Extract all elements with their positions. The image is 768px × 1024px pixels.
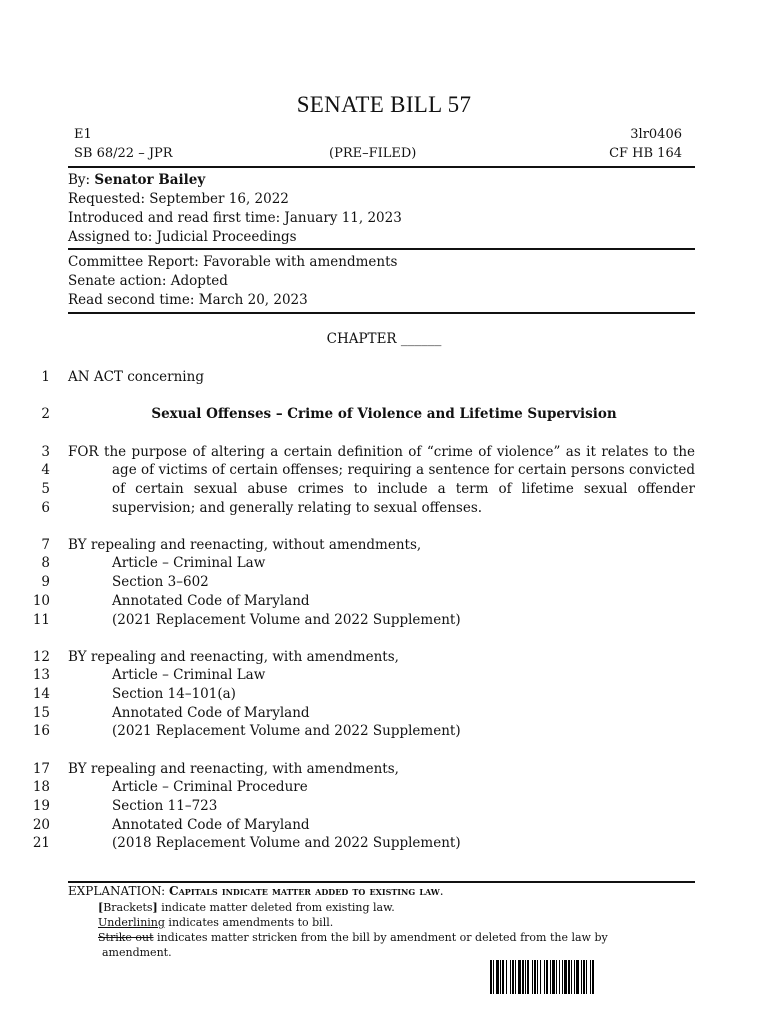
underlining-rest: indicates amendments to bill. (164, 916, 334, 929)
repeal-line: BY repealing and reenacting, with amendments, (68, 761, 399, 777)
prefiled-label: (PRE–FILED) (329, 146, 417, 161)
chapter-label: CHAPTER ______ (326, 331, 442, 347)
barcode-bar (581, 960, 582, 994)
barcode-bar (564, 960, 567, 994)
purpose-line: of certain sexual abuse crimes to include a term of lifetime sexual offender (112, 481, 695, 497)
bracket-open: [ (98, 901, 104, 914)
act-heading: Sexual Offenses – Crime of Violence and Lifetime Supervision (151, 406, 617, 422)
line-number: 2 (41, 406, 50, 422)
volume-line: (2021 Replacement Volume and 2022 Supplement) (112, 723, 461, 739)
barcode-bar (586, 960, 587, 994)
by-label: By: (68, 172, 95, 188)
line-number: 19 (32, 798, 50, 814)
barcode-bar (544, 960, 545, 994)
line-number: 8 (41, 555, 50, 571)
barcode-bar (546, 960, 548, 994)
senate-action: Senate action: Adopted (68, 273, 228, 289)
bracket-close: ] (152, 901, 158, 914)
explanation-line (68, 884, 444, 899)
divider-bottom (68, 312, 695, 314)
barcode-bar (515, 960, 516, 994)
barcode-bar (576, 960, 579, 994)
barcode-bar (559, 960, 560, 994)
line-number: 13 (32, 667, 50, 683)
explanation-period: . (439, 884, 444, 898)
article-line: Article – Criminal Law (112, 555, 266, 571)
barcode-bar (532, 960, 533, 994)
purpose-line: supervision; and generally relating to sexual offenses. (112, 500, 483, 516)
cross-file: CF HB 164 (609, 146, 682, 161)
barcode-bar (583, 960, 585, 994)
barcode-bar (550, 960, 551, 994)
repeal-line: BY repealing and reenacting, without amendments, (68, 537, 422, 553)
underlining-note (98, 915, 333, 930)
line-number: 17 (32, 761, 50, 777)
barcode-bar (592, 960, 594, 994)
underlining-word: Underlining (98, 916, 165, 929)
prior-bill: SB 68/22 – JPR (74, 146, 173, 161)
strike-note (98, 930, 608, 945)
article-line: Article – Criminal Procedure (112, 779, 308, 795)
repeal-line: BY repealing and reenacting, with amendments, (68, 649, 399, 665)
barcode-bar (527, 960, 529, 994)
barcode-bar (493, 960, 494, 994)
explanation-label: EXPLANATION: (68, 884, 170, 898)
sponsor-name: Senator Bailey (94, 172, 206, 188)
sponsor-line (68, 171, 205, 190)
barcode-bar (500, 960, 501, 994)
barcode-bar (552, 960, 555, 994)
section-line: Section 14–101(a) (112, 686, 236, 702)
line-number: 14 (32, 686, 50, 702)
barcode-bar (496, 960, 499, 994)
requested-date: Requested: September 16, 2022 (68, 191, 289, 207)
line-number: 16 (32, 723, 50, 739)
line-number: 6 (41, 500, 50, 516)
barcode-bar (562, 960, 563, 994)
barcode-bar (556, 960, 557, 994)
bill-code-right: 3lr0406 (630, 127, 682, 142)
line-number: 18 (32, 779, 50, 795)
act-line: AN ACT concerning (68, 369, 204, 385)
divider-top (68, 166, 695, 168)
purpose-line: FOR the purpose of altering a certain definition of “crime of violence” as it relates to the (68, 444, 695, 460)
line-number: 9 (41, 574, 50, 590)
code-line: Annotated Code of Maryland (112, 593, 310, 609)
barcode-bar (574, 960, 575, 994)
strike-word: Strike out (98, 931, 154, 944)
line-number: 11 (32, 612, 50, 628)
bill-title: SENATE BILL 57 (296, 92, 472, 117)
barcode-bar (534, 960, 536, 994)
divider-explanation (68, 881, 695, 883)
barcode-bar (571, 960, 572, 994)
barcode-bar (510, 960, 511, 994)
brackets-rest: indicate matter deleted from existing law. (157, 901, 395, 914)
introduced-date: Introduced and read first time: January 11, 2023 (68, 210, 402, 226)
code-line: Annotated Code of Maryland (112, 817, 310, 833)
bill-code-left: E1 (74, 127, 92, 142)
brackets-note (98, 900, 395, 915)
barcode-bar (512, 960, 514, 994)
second-reading: Read second time: March 20, 2023 (68, 292, 308, 308)
section-line: Section 3–602 (112, 574, 209, 590)
code-line: Annotated Code of Maryland (112, 705, 310, 721)
section-line: Section 11–723 (112, 798, 218, 814)
barcode-bar (506, 960, 507, 994)
line-number: 5 (41, 481, 50, 497)
line-number: 1 (41, 369, 50, 385)
committee-report: Committee Report: Favorable with amendments (68, 254, 398, 270)
line-number: 4 (41, 462, 50, 478)
capitals-note: Capitals indicate matter added to existing law (169, 884, 440, 898)
strike-note-continued: amendment. (102, 946, 172, 959)
barcode-bar (540, 960, 541, 994)
barcode-bar (518, 960, 521, 994)
line-number: 20 (32, 817, 50, 833)
divider-middle (68, 248, 695, 250)
barcode-image (490, 960, 678, 994)
line-number: 15 (32, 705, 50, 721)
strike-rest: indicates matter stricken from the bill by amendment or deleted from the law by (153, 931, 608, 944)
volume-line: (2021 Replacement Volume and 2022 Supplement) (112, 612, 461, 628)
barcode-bar (502, 960, 504, 994)
line-number: 21 (32, 835, 50, 851)
brackets-word: Brackets (103, 901, 153, 914)
assigned-committee: Assigned to: Judicial Proceedings (68, 229, 297, 245)
barcode-bar (537, 960, 538, 994)
barcode-bar (568, 960, 570, 994)
line-number: 10 (32, 593, 50, 609)
line-number: 12 (32, 649, 50, 665)
line-number: 7 (41, 537, 50, 553)
barcode-bar (522, 960, 524, 994)
barcode-bar (525, 960, 526, 994)
purpose-line: age of victims of certain offenses; requiring a sentence for certain persons convicted (112, 462, 695, 478)
volume-line: (2018 Replacement Volume and 2022 Supplement) (112, 835, 461, 851)
article-line: Article – Criminal Law (112, 667, 266, 683)
barcode-bar (490, 960, 492, 994)
barcode-bar (590, 960, 591, 994)
line-number: 3 (41, 444, 50, 460)
